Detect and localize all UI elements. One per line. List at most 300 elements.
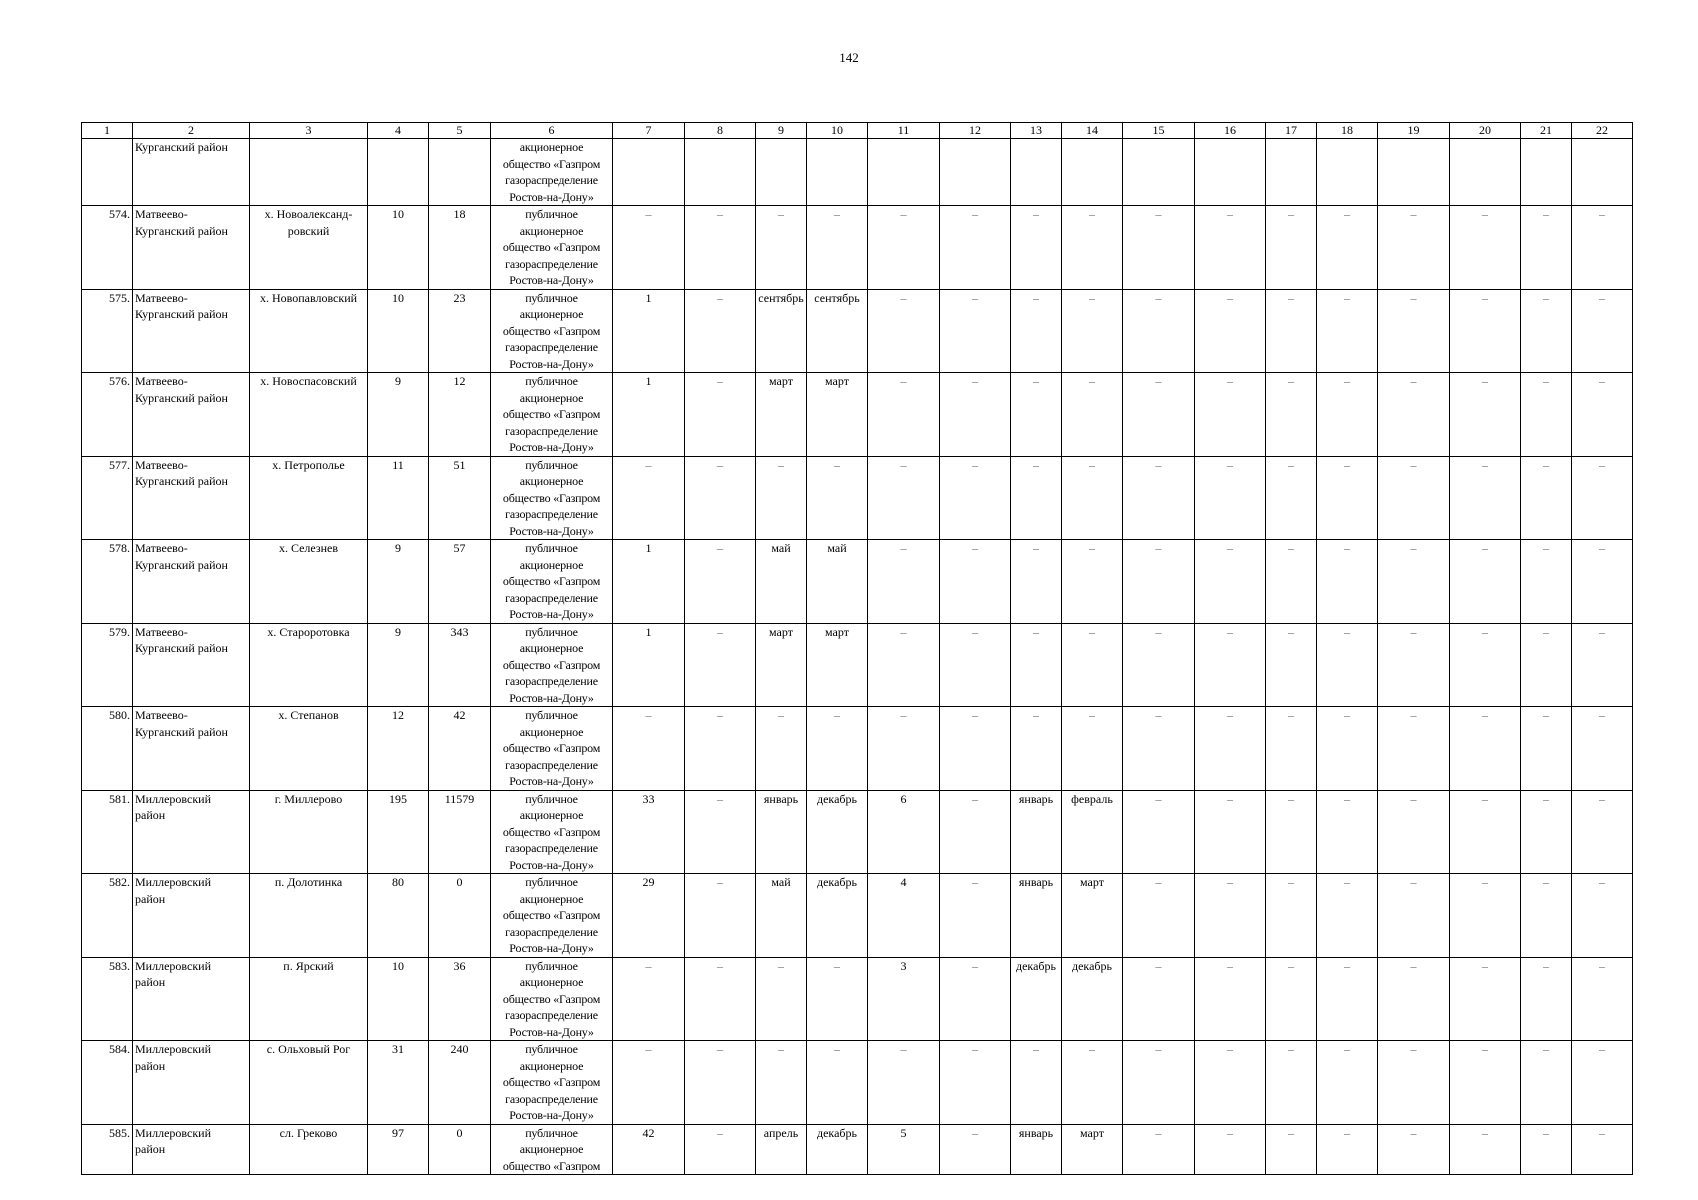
column-header-3: 3 bbox=[250, 123, 368, 139]
cell-col-16: – bbox=[1195, 707, 1266, 791]
cell-col-15: – bbox=[1123, 707, 1195, 791]
cell-col-15 bbox=[1123, 139, 1195, 206]
column-header-20: 20 bbox=[1450, 123, 1521, 139]
cell-col-22 bbox=[1572, 139, 1633, 206]
cell-col-18: – bbox=[1317, 1041, 1378, 1125]
cell-col-13: – bbox=[1011, 373, 1062, 457]
cell-col-9: сентябрь bbox=[756, 289, 807, 373]
cell-col-10: – bbox=[807, 957, 868, 1041]
row-number: 575. bbox=[82, 289, 133, 373]
cell-col-7: 1 bbox=[613, 289, 685, 373]
cell-col-12: – bbox=[940, 790, 1011, 874]
cell-col-13: – bbox=[1011, 206, 1062, 290]
locality: х. Петрополье bbox=[250, 456, 368, 540]
operator-company: публичное акционерное общество «Газпром газораспределение Ростов-на-Дону» bbox=[491, 206, 613, 290]
cell-col-8: – bbox=[685, 1124, 756, 1175]
cell-col-16: – bbox=[1195, 957, 1266, 1041]
row-number: 580. bbox=[82, 707, 133, 791]
cell-col-21: – bbox=[1521, 1041, 1572, 1125]
cell-col-5: 23 bbox=[429, 289, 491, 373]
locality: х. Новоалександ- ровский bbox=[250, 206, 368, 290]
cell-col-11: – bbox=[868, 456, 940, 540]
cell-col-20: – bbox=[1450, 1124, 1521, 1175]
cell-col-9: март bbox=[756, 623, 807, 707]
cell-col-18: – bbox=[1317, 373, 1378, 457]
cell-col-21: – bbox=[1521, 289, 1572, 373]
cell-col-10: декабрь bbox=[807, 1124, 868, 1175]
cell-col-11: – bbox=[868, 1041, 940, 1125]
cell-col-18: – bbox=[1317, 790, 1378, 874]
cell-col-20: – bbox=[1450, 874, 1521, 958]
column-header-16: 16 bbox=[1195, 123, 1266, 139]
row-number: 582. bbox=[82, 874, 133, 958]
cell-col-9: – bbox=[756, 707, 807, 791]
table-row bbox=[82, 957, 1633, 1041]
cell-col-19: – bbox=[1378, 373, 1450, 457]
cell-col-7 bbox=[613, 139, 685, 206]
cell-col-17: – bbox=[1266, 623, 1317, 707]
district: Матвеево- Курганский район bbox=[133, 373, 250, 457]
column-number-row bbox=[82, 123, 1633, 139]
row-number: 584. bbox=[82, 1041, 133, 1125]
locality: сл. Греково bbox=[250, 1124, 368, 1175]
cell-col-22: – bbox=[1572, 373, 1633, 457]
row-number: 577. bbox=[82, 456, 133, 540]
table-row bbox=[82, 1041, 1633, 1125]
cell-col-21: – bbox=[1521, 790, 1572, 874]
cell-col-8: – bbox=[685, 1041, 756, 1125]
column-header-5: 5 bbox=[429, 123, 491, 139]
cell-col-9: май bbox=[756, 540, 807, 624]
cell-col-19: – bbox=[1378, 623, 1450, 707]
cell-col-9: апрель bbox=[756, 1124, 807, 1175]
column-header-13: 13 bbox=[1011, 123, 1062, 139]
column-header-4: 4 bbox=[368, 123, 429, 139]
cell-col-20: – bbox=[1450, 790, 1521, 874]
operator-company: публичное акционерное общество «Газпром газораспределение Ростов-на-Дону» bbox=[491, 623, 613, 707]
cell-col-14: – bbox=[1062, 707, 1123, 791]
district: Миллеровский район bbox=[133, 957, 250, 1041]
cell-col-14: декабрь bbox=[1062, 957, 1123, 1041]
cell-col-21: – bbox=[1521, 206, 1572, 290]
cell-col-10: – bbox=[807, 456, 868, 540]
cell-col-10: – bbox=[807, 206, 868, 290]
table-row bbox=[82, 707, 1633, 791]
cell-col-19 bbox=[1378, 139, 1450, 206]
cell-col-7: – bbox=[613, 1041, 685, 1125]
cell-col-20: – bbox=[1450, 623, 1521, 707]
cell-col-4: 97 bbox=[368, 1124, 429, 1175]
cell-col-2: Курганский район bbox=[133, 139, 250, 206]
cell-col-10: – bbox=[807, 1041, 868, 1125]
operator-company: публичное акционерное общество «Газпром газораспределение Ростов-на-Дону» bbox=[491, 456, 613, 540]
cell-col-15: – bbox=[1123, 1041, 1195, 1125]
cell-col-10: март bbox=[807, 623, 868, 707]
row-number: 581. bbox=[82, 790, 133, 874]
cell-col-5: 240 bbox=[429, 1041, 491, 1125]
cell-col-12: – bbox=[940, 707, 1011, 791]
cell-col-9: – bbox=[756, 206, 807, 290]
cell-col-21: – bbox=[1521, 957, 1572, 1041]
district: Матвеево- Курганский район bbox=[133, 206, 250, 290]
cell-col-8: – bbox=[685, 540, 756, 624]
cell-col-8 bbox=[685, 139, 756, 206]
district: Миллеровский район bbox=[133, 874, 250, 958]
cell-col-19: – bbox=[1378, 540, 1450, 624]
table-row bbox=[82, 373, 1633, 457]
cell-col-17: – bbox=[1266, 874, 1317, 958]
cell-col-5: 51 bbox=[429, 456, 491, 540]
cell-col-17: – bbox=[1266, 957, 1317, 1041]
row-number: 585. bbox=[82, 1124, 133, 1175]
cell-col-5: 343 bbox=[429, 623, 491, 707]
cell-col-18: – bbox=[1317, 1124, 1378, 1175]
district: Матвеево- Курганский район bbox=[133, 289, 250, 373]
cell-col-8: – bbox=[685, 790, 756, 874]
cell-col-20: – bbox=[1450, 456, 1521, 540]
cell-col-18: – bbox=[1317, 206, 1378, 290]
cell-col-7: 1 bbox=[613, 540, 685, 624]
cell-col-12: – bbox=[940, 373, 1011, 457]
cell-col-19: – bbox=[1378, 206, 1450, 290]
cell-col-15: – bbox=[1123, 540, 1195, 624]
cell-col-7: – bbox=[613, 456, 685, 540]
cell-col-13: – bbox=[1011, 707, 1062, 791]
locality: с. Ольховый Рог bbox=[250, 1041, 368, 1125]
cell-col-5: 0 bbox=[429, 874, 491, 958]
row-number: 583. bbox=[82, 957, 133, 1041]
cell-col-16: – bbox=[1195, 289, 1266, 373]
operator-company: публичное акционерное общество «Газпром газораспределение Ростов-на-Дону» bbox=[491, 874, 613, 958]
cell-col-12: – bbox=[940, 623, 1011, 707]
cell-col-21: – bbox=[1521, 623, 1572, 707]
locality: х. Степанов bbox=[250, 707, 368, 791]
cell-col-21: – bbox=[1521, 707, 1572, 791]
cell-col-10: сентябрь bbox=[807, 289, 868, 373]
cell-col-7: 33 bbox=[613, 790, 685, 874]
cell-col-14: – bbox=[1062, 540, 1123, 624]
cell-col-14: – bbox=[1062, 289, 1123, 373]
cell-col-22: – bbox=[1572, 206, 1633, 290]
operator-company: публичное акционерное общество «Газпром газораспределение Ростов-на-Дону» bbox=[491, 1041, 613, 1125]
column-header-8: 8 bbox=[685, 123, 756, 139]
cell-col-22: – bbox=[1572, 707, 1633, 791]
table-row bbox=[82, 289, 1633, 373]
cell-col-16: – bbox=[1195, 206, 1266, 290]
cell-col-16: – bbox=[1195, 373, 1266, 457]
cell-col-16: – bbox=[1195, 1041, 1266, 1125]
district: Матвеево- Курганский район bbox=[133, 456, 250, 540]
cell-col-18: – bbox=[1317, 623, 1378, 707]
cell-col-4: 11 bbox=[368, 456, 429, 540]
cell-col-9: январь bbox=[756, 790, 807, 874]
cell-col-22: – bbox=[1572, 289, 1633, 373]
cell-col-19: – bbox=[1378, 289, 1450, 373]
district: Матвеево- Курганский район bbox=[133, 623, 250, 707]
cell-col-14: – bbox=[1062, 623, 1123, 707]
district: Матвеево- Курганский район bbox=[133, 540, 250, 624]
cell-col-18: – bbox=[1317, 540, 1378, 624]
district: Миллеровский район bbox=[133, 790, 250, 874]
column-header-22: 22 bbox=[1572, 123, 1633, 139]
cell-col-11: 6 bbox=[868, 790, 940, 874]
table-row bbox=[82, 623, 1633, 707]
cell-col-22: – bbox=[1572, 623, 1633, 707]
column-header-7: 7 bbox=[613, 123, 685, 139]
cell-col-16: – bbox=[1195, 456, 1266, 540]
cell-col-4: 195 bbox=[368, 790, 429, 874]
cell-col-14: март bbox=[1062, 874, 1123, 958]
cell-col-16 bbox=[1195, 139, 1266, 206]
column-header-11: 11 bbox=[868, 123, 940, 139]
cell-col-20: – bbox=[1450, 707, 1521, 791]
cell-col-14 bbox=[1062, 139, 1123, 206]
cell-col-8: – bbox=[685, 623, 756, 707]
cell-col-12 bbox=[940, 139, 1011, 206]
cell-col-7: – bbox=[613, 206, 685, 290]
column-header-14: 14 bbox=[1062, 123, 1123, 139]
cell-col-15: – bbox=[1123, 289, 1195, 373]
cell-col-15: – bbox=[1123, 790, 1195, 874]
cell-col-17: – bbox=[1266, 289, 1317, 373]
column-header-2: 2 bbox=[133, 123, 250, 139]
cell-col-17: – bbox=[1266, 540, 1317, 624]
locality: х. Новоспасовский bbox=[250, 373, 368, 457]
page-number: 142 bbox=[839, 50, 859, 65]
cell-col-13: – bbox=[1011, 456, 1062, 540]
cell-col-22: – bbox=[1572, 957, 1633, 1041]
cell-col-17: – bbox=[1266, 373, 1317, 457]
cell-col-8: – bbox=[685, 206, 756, 290]
locality: г. Миллерово bbox=[250, 790, 368, 874]
cell-col-17: – bbox=[1266, 456, 1317, 540]
table-row-continued bbox=[82, 139, 1633, 206]
cell-col-12: – bbox=[940, 540, 1011, 624]
cell-col-4: 10 bbox=[368, 289, 429, 373]
column-header-17: 17 bbox=[1266, 123, 1317, 139]
district: Матвеево- Курганский район bbox=[133, 707, 250, 791]
cell-col-14: – bbox=[1062, 1041, 1123, 1125]
cell-col-9: май bbox=[756, 874, 807, 958]
column-header-18: 18 bbox=[1317, 123, 1378, 139]
cell-col-9: – bbox=[756, 456, 807, 540]
cell-col-8: – bbox=[685, 707, 756, 791]
cell-col-20: – bbox=[1450, 206, 1521, 290]
cell-col-7: – bbox=[613, 957, 685, 1041]
cell-col-14: – bbox=[1062, 373, 1123, 457]
cell-col-9 bbox=[756, 139, 807, 206]
row-number: 574. bbox=[82, 206, 133, 290]
cell-col-11: 5 bbox=[868, 1124, 940, 1175]
cell-col-21: – bbox=[1521, 373, 1572, 457]
cell-col-12: – bbox=[940, 456, 1011, 540]
cell-col-8: – bbox=[685, 957, 756, 1041]
cell-col-16: – bbox=[1195, 790, 1266, 874]
cell-col-22: – bbox=[1572, 790, 1633, 874]
cell-col-18: – bbox=[1317, 289, 1378, 373]
cell-col-21: – bbox=[1521, 874, 1572, 958]
cell-col-8: – bbox=[685, 874, 756, 958]
cell-col-15: – bbox=[1123, 957, 1195, 1041]
cell-col-17: – bbox=[1266, 707, 1317, 791]
cell-col-12: – bbox=[940, 874, 1011, 958]
cell-col-11: – bbox=[868, 206, 940, 290]
cell-col-17: – bbox=[1266, 1041, 1317, 1125]
row-number: 578. bbox=[82, 540, 133, 624]
cell-col-7: 1 bbox=[613, 623, 685, 707]
cell-col-4: 9 bbox=[368, 623, 429, 707]
table-body bbox=[82, 123, 1633, 1175]
cell-col-8: – bbox=[685, 289, 756, 373]
cell-col-16: – bbox=[1195, 540, 1266, 624]
cell-col-7: – bbox=[613, 707, 685, 791]
cell-col-11: – bbox=[868, 623, 940, 707]
table-row bbox=[82, 1124, 1633, 1175]
cell-col-22: – bbox=[1572, 1041, 1633, 1125]
cell-col-5: 42 bbox=[429, 707, 491, 791]
cell-col-7: 29 bbox=[613, 874, 685, 958]
cell-col-21 bbox=[1521, 139, 1572, 206]
column-header-9: 9 bbox=[756, 123, 807, 139]
table-row bbox=[82, 456, 1633, 540]
locality: х. Селезнев bbox=[250, 540, 368, 624]
cell-col-5: 36 bbox=[429, 957, 491, 1041]
locality: х. Староротовка bbox=[250, 623, 368, 707]
cell-col-17: – bbox=[1266, 1124, 1317, 1175]
column-header-1: 1 bbox=[82, 123, 133, 139]
cell-col-4: 12 bbox=[368, 707, 429, 791]
cell-col-17: – bbox=[1266, 206, 1317, 290]
cell-col-13: январь bbox=[1011, 874, 1062, 958]
cell-col-13: – bbox=[1011, 289, 1062, 373]
cell-col-19: – bbox=[1378, 790, 1450, 874]
cell-col-16: – bbox=[1195, 1124, 1266, 1175]
cell-col-19: – bbox=[1378, 707, 1450, 791]
cell-col-14: – bbox=[1062, 206, 1123, 290]
cell-col-10: май bbox=[807, 540, 868, 624]
cell-col-15: – bbox=[1123, 373, 1195, 457]
column-header-19: 19 bbox=[1378, 123, 1450, 139]
cell-col-18: – bbox=[1317, 456, 1378, 540]
cell-col-18 bbox=[1317, 139, 1378, 206]
cell-col-4 bbox=[368, 139, 429, 206]
cell-col-14: февраль bbox=[1062, 790, 1123, 874]
cell-col-20: – bbox=[1450, 957, 1521, 1041]
cell-col-11: – bbox=[868, 707, 940, 791]
operator-company: публичное акционерное общество «Газпром газораспределение Ростов-на-Дону» bbox=[491, 373, 613, 457]
cell-col-7: 42 bbox=[613, 1124, 685, 1175]
cell-col-15: – bbox=[1123, 206, 1195, 290]
cell-col-20: – bbox=[1450, 289, 1521, 373]
cell-col-4: 31 bbox=[368, 1041, 429, 1125]
cell-col-12: – bbox=[940, 1041, 1011, 1125]
cell-col-4: 10 bbox=[368, 206, 429, 290]
cell-col-5: 18 bbox=[429, 206, 491, 290]
cell-col-13: декабрь bbox=[1011, 957, 1062, 1041]
cell-col-5: 57 bbox=[429, 540, 491, 624]
cell-col-9: – bbox=[756, 1041, 807, 1125]
cell-col-11: 3 bbox=[868, 957, 940, 1041]
table-row bbox=[82, 790, 1633, 874]
cell-col-11 bbox=[868, 139, 940, 206]
cell-col-14: – bbox=[1062, 456, 1123, 540]
cell-col-17: – bbox=[1266, 790, 1317, 874]
cell-col-19: – bbox=[1378, 874, 1450, 958]
cell-col-5: 0 bbox=[429, 1124, 491, 1175]
cell-col-13: – bbox=[1011, 540, 1062, 624]
cell-col-16: – bbox=[1195, 623, 1266, 707]
cell-col-10: декабрь bbox=[807, 874, 868, 958]
cell-col-22: – bbox=[1572, 540, 1633, 624]
table-row bbox=[82, 206, 1633, 290]
column-header-6: 6 bbox=[491, 123, 613, 139]
column-header-12: 12 bbox=[940, 123, 1011, 139]
cell-col-5 bbox=[429, 139, 491, 206]
cell-col-15: – bbox=[1123, 1124, 1195, 1175]
cell-col-4: 80 bbox=[368, 874, 429, 958]
cell-col-16: – bbox=[1195, 874, 1266, 958]
cell-col-20: – bbox=[1450, 373, 1521, 457]
cell-col-22: – bbox=[1572, 1124, 1633, 1175]
locality: х. Новопавловский bbox=[250, 289, 368, 373]
operator-company: публичное акционерное общество «Газпром bbox=[491, 1124, 613, 1175]
operator-company: публичное акционерное общество «Газпром газораспределение Ростов-на-Дону» bbox=[491, 540, 613, 624]
cell-col-20: – bbox=[1450, 1041, 1521, 1125]
cell-col-10: март bbox=[807, 373, 868, 457]
cell-col-13 bbox=[1011, 139, 1062, 206]
cell-col-5: 12 bbox=[429, 373, 491, 457]
row-number: 576. bbox=[82, 373, 133, 457]
row-number: 579. bbox=[82, 623, 133, 707]
column-header-15: 15 bbox=[1123, 123, 1195, 139]
cell-col-18: – bbox=[1317, 957, 1378, 1041]
cell-col-22: – bbox=[1572, 456, 1633, 540]
cell-col-15: – bbox=[1123, 623, 1195, 707]
cell-col-15: – bbox=[1123, 456, 1195, 540]
cell-col-11: – bbox=[868, 289, 940, 373]
cell-col-17 bbox=[1266, 139, 1317, 206]
cell-col-19: – bbox=[1378, 1041, 1450, 1125]
cell-col-12: – bbox=[940, 1124, 1011, 1175]
cell-col-11: 4 bbox=[868, 874, 940, 958]
data-table bbox=[81, 122, 1633, 1175]
locality: п. Ярский bbox=[250, 957, 368, 1041]
cell-col-11: – bbox=[868, 540, 940, 624]
cell-col-7: 1 bbox=[613, 373, 685, 457]
table-row bbox=[82, 874, 1633, 958]
cell-col-3 bbox=[250, 139, 368, 206]
cell-col-13: – bbox=[1011, 623, 1062, 707]
cell-col-19: – bbox=[1378, 1124, 1450, 1175]
cell-col-4: 10 bbox=[368, 957, 429, 1041]
cell-col-20: – bbox=[1450, 540, 1521, 624]
column-header-10: 10 bbox=[807, 123, 868, 139]
cell-col-10: – bbox=[807, 707, 868, 791]
cell-col-6: акционерное общество «Газпром газораспределение Ростов-на-Дону» bbox=[491, 139, 613, 206]
operator-company: публичное акционерное общество «Газпром газораспределение Ростов-на-Дону» bbox=[491, 289, 613, 373]
cell-col-10 bbox=[807, 139, 868, 206]
cell-col-11: – bbox=[868, 373, 940, 457]
cell-col-8: – bbox=[685, 456, 756, 540]
cell-col-19: – bbox=[1378, 957, 1450, 1041]
cell-col-12: – bbox=[940, 957, 1011, 1041]
cell-col-18: – bbox=[1317, 707, 1378, 791]
cell-col-21: – bbox=[1521, 1124, 1572, 1175]
locality: п. Долотинка bbox=[250, 874, 368, 958]
cell-col-15: – bbox=[1123, 874, 1195, 958]
cell-col-21: – bbox=[1521, 456, 1572, 540]
cell-col-4: 9 bbox=[368, 540, 429, 624]
